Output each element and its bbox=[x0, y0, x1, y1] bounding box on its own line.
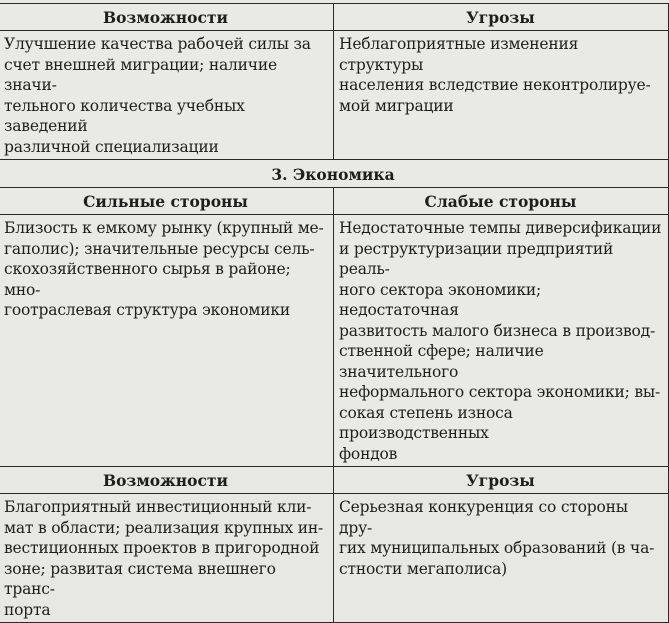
cell-line: Близость к емкому рынку (крупный ме- bbox=[4, 219, 324, 237]
opportunities-header: Возможности bbox=[0, 4, 334, 31]
cell-line: скохозяйственного сырья в районе; мно- bbox=[4, 260, 291, 299]
threats-header: Угрозы bbox=[334, 4, 669, 31]
cell-line: различной специализации bbox=[4, 137, 219, 156]
cell-line: стности мегаполиса) bbox=[339, 559, 508, 578]
opportunities-cell bbox=[0, 31, 334, 160]
threats-cell bbox=[334, 494, 669, 623]
cell-line: вестиционных проектов в пригородной bbox=[4, 539, 320, 557]
table-row-opportunities-threats-header bbox=[0, 4, 669, 31]
threats-header: Угрозы bbox=[334, 467, 669, 494]
table-row-strengths-weaknesses-body bbox=[0, 215, 669, 467]
cell-line: порта bbox=[4, 600, 51, 619]
cell-line: и реструктуризации предприятий реаль- bbox=[339, 239, 614, 278]
table-row-opportunities-threats-body bbox=[0, 31, 669, 160]
section-title-economy: 3. Экономика bbox=[0, 160, 669, 188]
cell-line: гоотраслевая структура экономики bbox=[4, 301, 291, 319]
weaknesses-cell bbox=[334, 215, 669, 467]
cell-line: населения вследствие неконтролируе- bbox=[339, 76, 651, 94]
strengths-header: Сильные стороны bbox=[0, 188, 334, 215]
cell-line: гих муниципальных образований (в ча- bbox=[339, 539, 655, 557]
cell-line: счет внешней миграции; наличие значи- bbox=[4, 55, 277, 94]
cell-line: гаполис); значительные ресурсы сель- bbox=[4, 239, 315, 258]
strengths-cell bbox=[0, 215, 334, 467]
cell-line: развитость малого бизнеса в производ- bbox=[339, 321, 655, 340]
cell-line: мой миграции bbox=[339, 96, 454, 115]
cell-line: зоне; развитая система внешнего транс- bbox=[4, 559, 276, 598]
cell-line: фондов bbox=[339, 444, 398, 463]
cell-line: Неблагоприятные изменения структуры bbox=[339, 35, 579, 74]
cell-line: Недостаточные темпы диверсификации bbox=[339, 219, 662, 237]
table-row-opportunities-threats-header-2 bbox=[0, 467, 669, 494]
table-row-strengths-weaknesses-header bbox=[0, 188, 669, 215]
cell-line: ного сектора экономики; недостаточная bbox=[339, 280, 541, 319]
cell-line: Серьезная конкуренция со стороны дру- bbox=[339, 498, 628, 537]
cell-line: Улучшение качества рабочей силы за bbox=[4, 35, 311, 53]
weaknesses-header: Слабые стороны bbox=[334, 188, 669, 215]
opportunities-header: Возможности bbox=[0, 467, 334, 494]
cell-line: неформального сектора экономики; вы- bbox=[339, 383, 661, 401]
cell-line: Благоприятный инвестиционный кли- bbox=[4, 498, 312, 516]
cell-line: тельного количества учебных заведений bbox=[4, 96, 245, 135]
table-row-section-economy bbox=[0, 160, 669, 188]
cell-line: сокая степень износа производственных bbox=[339, 403, 513, 442]
swot-table bbox=[0, 3, 669, 623]
threats-cell bbox=[334, 31, 669, 160]
opportunities-cell bbox=[0, 494, 334, 623]
cell-line: мат в области; реализация крупных ин- bbox=[4, 518, 324, 537]
table-row-opportunities-threats-body-2 bbox=[0, 494, 669, 623]
cell-line: ственной сфере; наличие значительного bbox=[339, 342, 544, 381]
